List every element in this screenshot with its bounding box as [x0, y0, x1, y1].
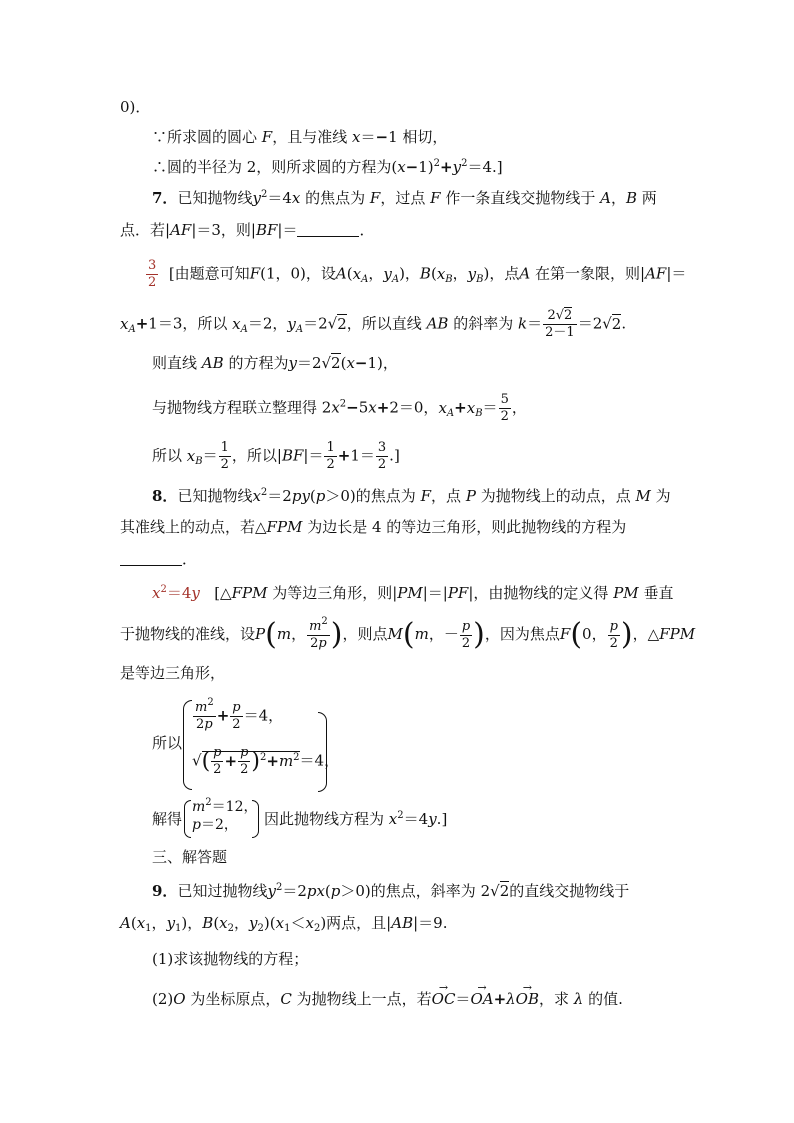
text: ．: [359, 221, 375, 239]
text: 已知抛物线: [177, 487, 253, 505]
text-line: $A(x_1$，$y_1$)，$B(x_2$，$y_2)(x_1<x_2)$两点，且|AB|＝9.: [120, 914, 448, 934]
text-line: [120, 548, 197, 570]
text: ，且与准线: [272, 128, 348, 146]
text: 点．若|: [120, 221, 171, 239]
text: 为等边三角形，则|: [272, 584, 398, 602]
fraction: $\frac{5}{2}$: [500, 392, 509, 424]
text: [△: [214, 584, 232, 602]
text-line: [120, 662, 225, 684]
text: 的焦点为: [355, 487, 416, 505]
text-line: [152, 808, 182, 830]
fraction: $\frac{p}{2}$: [609, 618, 618, 651]
answer-value: $x^2=4y$: [152, 584, 200, 602]
answer-value: $\frac{3}{2}$: [148, 258, 157, 290]
system-brace: [183, 700, 192, 790]
text: 已知过抛物线: [177, 882, 268, 900]
question-number: 9．: [152, 882, 178, 900]
answer-7: $\frac{3}{2}$ [由题意可知F(1，0)，设$A(x_A$，$y_A$)，$B(x_B$，$y_B$)，点A 在第一象限，则|AF|＝: [148, 258, 687, 290]
equation: √( $\frac{p}{2}$ + $\frac{p}{2}$ )$^2+m^2=4$，: [192, 745, 340, 777]
text: ，△: [632, 625, 660, 643]
question-8: 8．已知抛物线$x^2=2py(p>0)$的焦点为 F，点 P 为抛物线上的动点，点 M 为: [152, 487, 671, 505]
text: |＝9.: [413, 914, 448, 932]
fraction: $\frac{3}{2}$: [377, 440, 387, 472]
equation: $m^2=12$， p＝2，: [192, 797, 258, 833]
text-line: 于抛物线的准线，设P(m， $\frac{m^2}{2p}$ )，则点M(m，－ $\frac{p}{2}$ )，因为焦点F(0， $\frac{p}{2}$ )，△FPM: [120, 615, 696, 652]
text: 的焦点为: [305, 189, 366, 207]
text: ，所以|: [231, 446, 282, 465]
text: ，因为焦点: [484, 625, 560, 643]
equation: $\frac{m^2}{2p}$ + $\frac{p}{2}$ ＝4，: [195, 697, 284, 732]
answer-blank: [120, 551, 182, 566]
text: ∵所求圆的圆心: [152, 128, 258, 146]
text: |＝: [277, 221, 298, 239]
text: 则直线: [152, 354, 198, 372]
fraction: $\frac{1}{2}$: [220, 440, 229, 472]
text: ，所以直线: [346, 314, 422, 333]
text: 的直线交抛物线于: [509, 882, 630, 900]
subquestion-1: [152, 948, 308, 970]
text: |＝: [666, 264, 687, 283]
text: [由题意可知: [168, 264, 250, 283]
fraction: $\frac{p}{2}$: [232, 700, 241, 732]
text: 为抛物线上的动点，点: [480, 487, 631, 505]
text: 两: [641, 189, 657, 207]
text: (2): [152, 990, 174, 1008]
text: 三、解答题: [152, 848, 228, 866]
text-line: 则直线 AB 的方程为y＝2√2(x−1)，: [152, 354, 398, 372]
text-line: $x_A+1=3$，所以 $x_A=2$，$y_A=2√2$，所以直线 AB 的斜率为 k＝ $\frac{2√2}{2-1}$ ＝2√2.: [120, 308, 627, 340]
fraction: $\frac{m^2}{2p}$: [309, 615, 328, 651]
text-line: 其准线上的动点，若△FPM 为边长是 4 的等边三角形，则此抛物线的方程为: [120, 518, 627, 536]
text: ．: [182, 550, 198, 568]
text: 0)．: [120, 98, 151, 116]
text-line: [152, 732, 182, 754]
text: 相切，: [402, 128, 448, 146]
text: ，则点: [342, 625, 388, 643]
text: 与抛物线方程联立整理得: [152, 398, 318, 417]
text-line: 点．若|AF|＝3，则|BF|＝ ．: [120, 221, 375, 239]
text: |，由抛物线的定义得: [468, 584, 609, 602]
text-line: 因此抛物线方程为 $x^2=4y$.]: [264, 810, 448, 828]
fraction: $\frac{m^2}{2p}$: [195, 697, 214, 732]
text: 已知抛物线: [177, 189, 253, 207]
text-line: ∴圆的半径为 2，则所求圆的方程为$(x-1)^2+y^2=4$.]: [152, 158, 503, 176]
fraction: $\frac{1}{2}$: [326, 440, 335, 472]
text: 是等边三角形，: [120, 664, 226, 682]
subquestion-2: (2)O 为坐标原点，C 为抛物线上一点，若→ OC＝→ OA+λ→ OB，求 λ 的值.: [152, 988, 623, 1010]
text: 作一条直线交抛物线于: [445, 189, 596, 207]
text-line: ∵所求圆的圆心 F，且与准线 x＝−1 相切，: [152, 128, 448, 146]
text: ，求: [539, 990, 570, 1008]
fraction: $\frac{2√2}{2-1}$: [545, 308, 575, 340]
text: ∴圆的半径为 2，则所求圆的方程为: [152, 158, 392, 176]
system-brace: [184, 800, 191, 838]
text: ，过点: [380, 189, 426, 207]
text: 因此抛物线方程为: [264, 810, 385, 828]
text: 在第一象限，则|: [535, 264, 646, 283]
fraction: $\frac{p}{2}$: [213, 745, 222, 777]
text: 为抛物线上一点，若: [296, 990, 432, 1008]
answer-blank: [297, 222, 359, 237]
text: 的焦点，斜率为: [370, 882, 476, 900]
text: 所以: [152, 734, 183, 752]
answer-8: $x^2=4y$ [△FPM 为等边三角形，则|PM|＝|PF|，由抛物线的定义得 PM 垂直: [152, 584, 674, 602]
question-number: 7．: [152, 189, 178, 207]
text: |＝3，则|: [191, 221, 256, 239]
question-number: 8．: [152, 487, 178, 505]
text: 的方程为: [228, 354, 289, 372]
text-line: 与抛物线方程联立整理得 $2x^2-5x+2=0$，$x_A+x_B=$ $\frac{5}{2}$ ，: [152, 392, 527, 424]
text: 解得: [152, 810, 183, 828]
text: (1)求该抛物线的方程；: [152, 950, 309, 968]
text-line: 所以 $x_B=$ $\frac{1}{2}$ ，所以|BF|＝ $\frac{1}{2}$ +1＝ $\frac{3}{2}$ .]: [152, 440, 400, 472]
text: 的斜率为: [453, 314, 514, 333]
text: 所以: [152, 446, 183, 465]
fraction: $\frac{p}{2}$: [240, 745, 249, 777]
text: 为: [655, 487, 671, 505]
text: ，所以: [182, 314, 228, 333]
text: 其准线上的动点，若△: [120, 518, 267, 536]
text: 垂直: [643, 584, 674, 602]
text: 为边长是 4 的等边三角形，则此抛物线的方程为: [307, 518, 627, 536]
text: 两点，且|: [326, 914, 392, 932]
text: |＝|: [422, 584, 448, 602]
text-line: [120, 96, 150, 118]
text: ，设: [305, 264, 336, 283]
question-7: 7．已知抛物线$y^2=4x$ 的焦点为 F，过点 F 作一条直线交抛物线于 A，B 两: [152, 189, 657, 207]
text: 的值.: [588, 990, 623, 1008]
fraction: $\frac{p}{2}$: [461, 618, 471, 651]
section-heading: [152, 846, 227, 868]
text: ，点: [431, 487, 462, 505]
text: 于抛物线的准线，设: [120, 625, 256, 643]
text: 为坐标原点，: [190, 990, 281, 1008]
text: 点: [504, 264, 520, 283]
question-9: 9．已知过抛物线$y^2=2px(p>0)$的焦点，斜率为 2√2的直线交抛物线于: [152, 882, 630, 900]
